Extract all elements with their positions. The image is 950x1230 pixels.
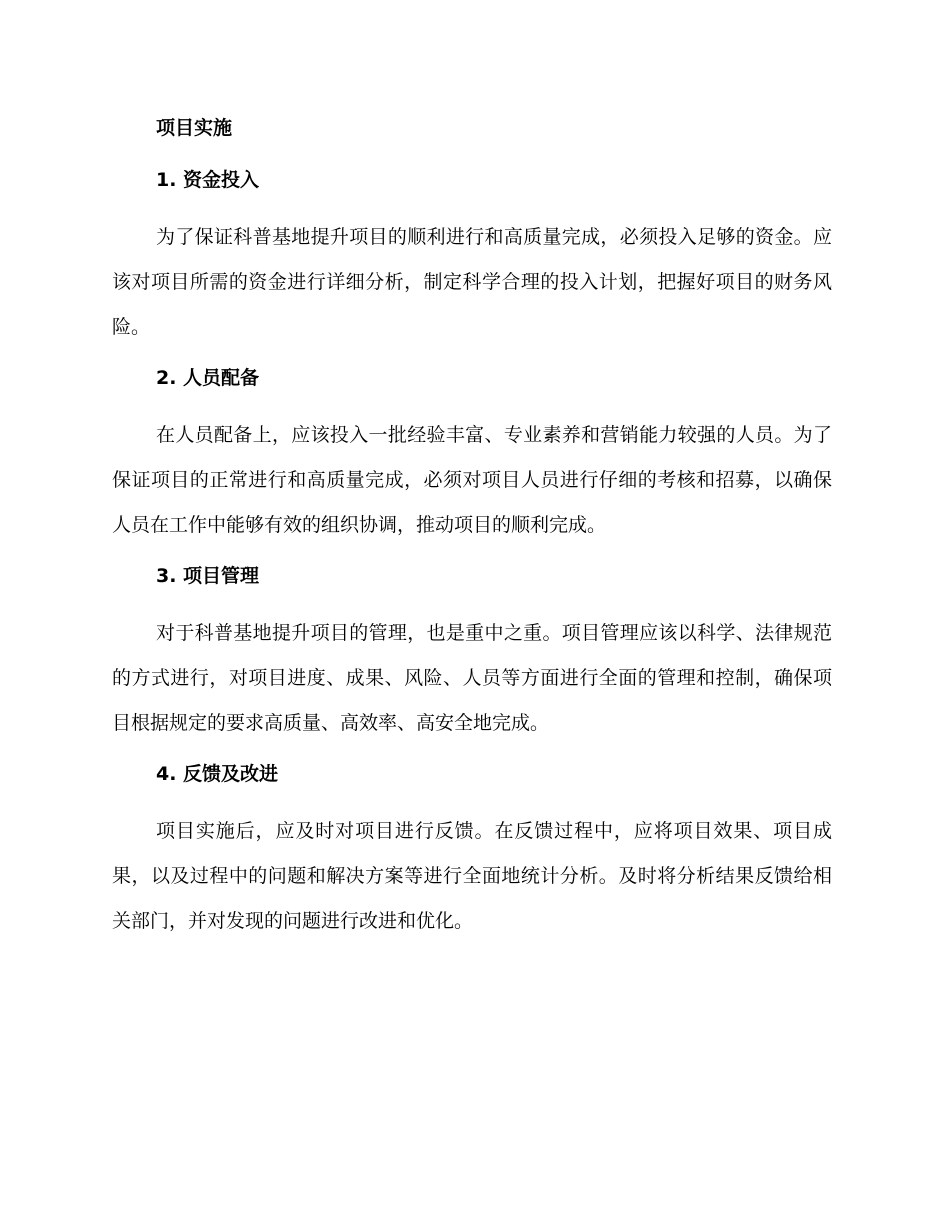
section-heading-feedback: 4. 反馈及改进 [156, 763, 279, 785]
document-body [112, 112, 832, 956]
section-heading-management: 3. 项目管理 [156, 565, 260, 587]
section-body-feedback: 项目实施后，应及时对项目进行反馈。在反馈过程中，应将项目效果、项目成果，以及过程中的问题和解决方案等进行全面地统计分析。及时将分析结果反馈给相关部门，并对发现的问题进行改进和优化。 [112, 820, 832, 932]
document-title: 项目实施 [156, 117, 233, 139]
section-body-staffing: 在人员配备上，应该投入一批经验丰富、专业素养和营销能力较强的人员。为了保证项目的正常进行和高质量完成，必须对项目人员进行仔细的考核和招募，以确保人员在工作中能够有效的组织协调，推动项目的顺利完成。 [112, 424, 832, 536]
section-body-funding: 为了保证科普基地提升项目的顺利进行和高质量完成，必须投入足够的资金。应该对项目所需的资金进行详细分析，制定科学合理的投入计划，把握好项目的财务风险。 [112, 226, 832, 338]
section-body-management: 对于科普基地提升项目的管理，也是重中之重。项目管理应该以科学、法律规范的方式进行，对项目进度、成果、风险、人员等方面进行全面的管理和控制，确保项目根据规定的要求高质量、高效率、高安全地完成。 [112, 622, 832, 734]
section-heading-funding: 1. 资金投入 [156, 169, 260, 191]
section-heading-staffing: 2. 人员配备 [156, 367, 260, 389]
